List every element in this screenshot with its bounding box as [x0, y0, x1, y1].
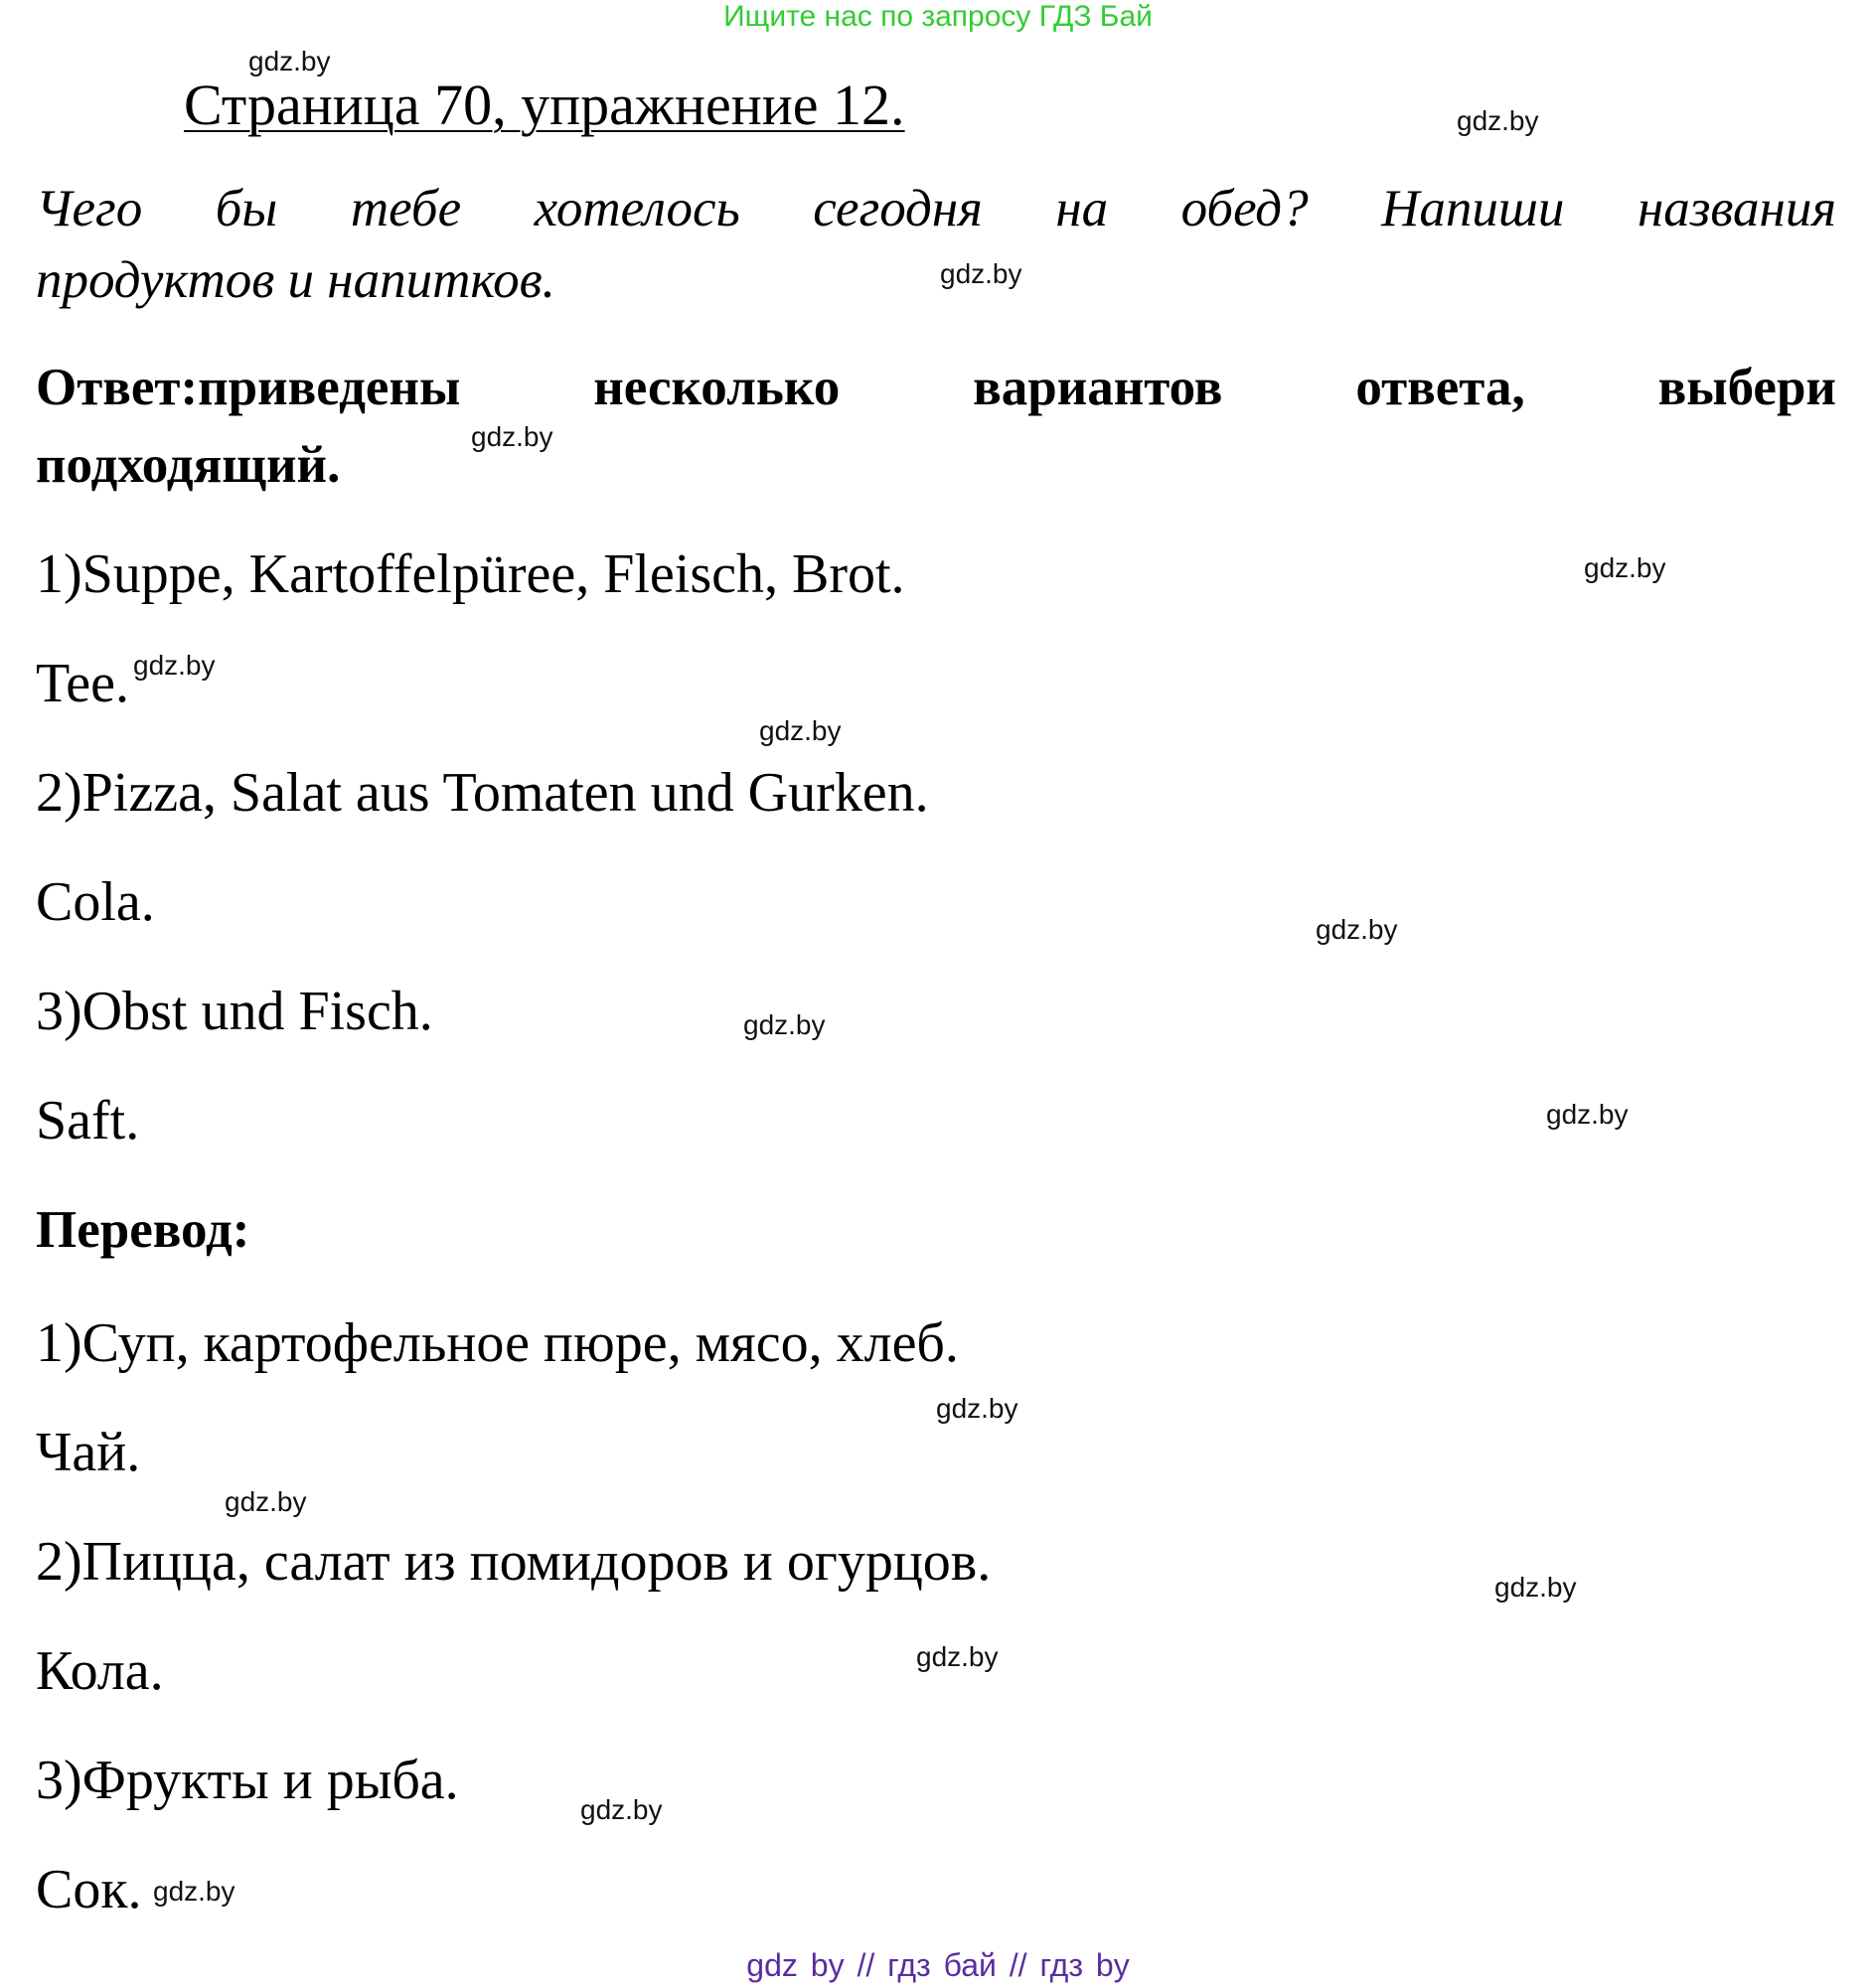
task-line-2: продуктов и напитков. [36, 251, 555, 309]
answer-line: Cola. [36, 871, 155, 933]
watermark: gdz.by [225, 1486, 307, 1517]
task-word: сегодня [813, 180, 983, 237]
task-word: бы [215, 180, 278, 237]
answer-intro-line-2: подходящий. [36, 436, 341, 494]
watermark: gdz.by [759, 715, 842, 746]
watermark: gdz.by [1316, 914, 1398, 945]
watermark: gdz.by [471, 421, 553, 452]
task-word: тебе [350, 180, 462, 237]
watermark: gdz.by [133, 650, 216, 681]
task-line-1 [36, 179, 1836, 238]
page-title: Страница 70, упражнение 12. [184, 73, 905, 137]
watermark: gdz.by [916, 1641, 999, 1672]
task-word: названия [1637, 180, 1836, 237]
watermark: gdz.by [1457, 105, 1539, 136]
translation-heading: Перевод: [36, 1201, 250, 1259]
footer-links[interactable]: gdz by // гдз бай // гдз by [746, 1947, 1130, 1983]
watermark: gdz.by [1546, 1099, 1629, 1130]
answer-line: 2)Pizza, Salat aus Tomaten und Gurken. [36, 762, 929, 824]
task-word: обед? [1180, 180, 1309, 237]
watermark: gdz.by [936, 1393, 1018, 1424]
watermark: gdz.by [1584, 552, 1666, 583]
translation-line: 2)Пицца, салат из помидоров и огурцов. [36, 1531, 992, 1593]
watermark: gdz.by [940, 258, 1022, 289]
answer-line: Saft. [36, 1090, 140, 1151]
translation-line: Чай. [36, 1422, 141, 1483]
task-word: хотелось [534, 180, 740, 237]
answer-intro-word: Ответ:приведены [36, 359, 461, 416]
answer-intro-word: ответа, [1355, 359, 1525, 416]
watermark: gdz.by [153, 1876, 235, 1907]
answer-intro-word: несколько [593, 359, 841, 416]
answer-intro-word: выбери [1657, 359, 1836, 416]
answer-intro-word: вариантов [973, 359, 1223, 416]
watermark: gdz.by [743, 1009, 826, 1040]
task-word: Напиши [1381, 180, 1565, 237]
answer-line: 3)Obst und Fisch. [36, 981, 433, 1042]
translation-line: 3)Фрукты и рыба. [36, 1750, 459, 1811]
watermark: gdz.by [1494, 1572, 1577, 1603]
translation-line: Сок. [36, 1859, 142, 1920]
answer-line: Tee. [36, 653, 130, 714]
task-word: на [1055, 180, 1109, 237]
task-word: Чего [36, 180, 143, 237]
watermark: gdz.by [580, 1794, 663, 1825]
watermark: gdz.by [248, 46, 331, 76]
answer-line: 1)Suppe, Kartoffelpüree, Fleisch, Brot. [36, 543, 905, 605]
top-banner[interactable]: Ищите нас по запросу ГДЗ Бай [723, 0, 1153, 33]
translation-line: 1)Суп, картофельное пюре, мясо, хлеб. [36, 1312, 959, 1374]
answer-intro-line-1 [36, 358, 1836, 417]
translation-line: Кола. [36, 1640, 164, 1702]
